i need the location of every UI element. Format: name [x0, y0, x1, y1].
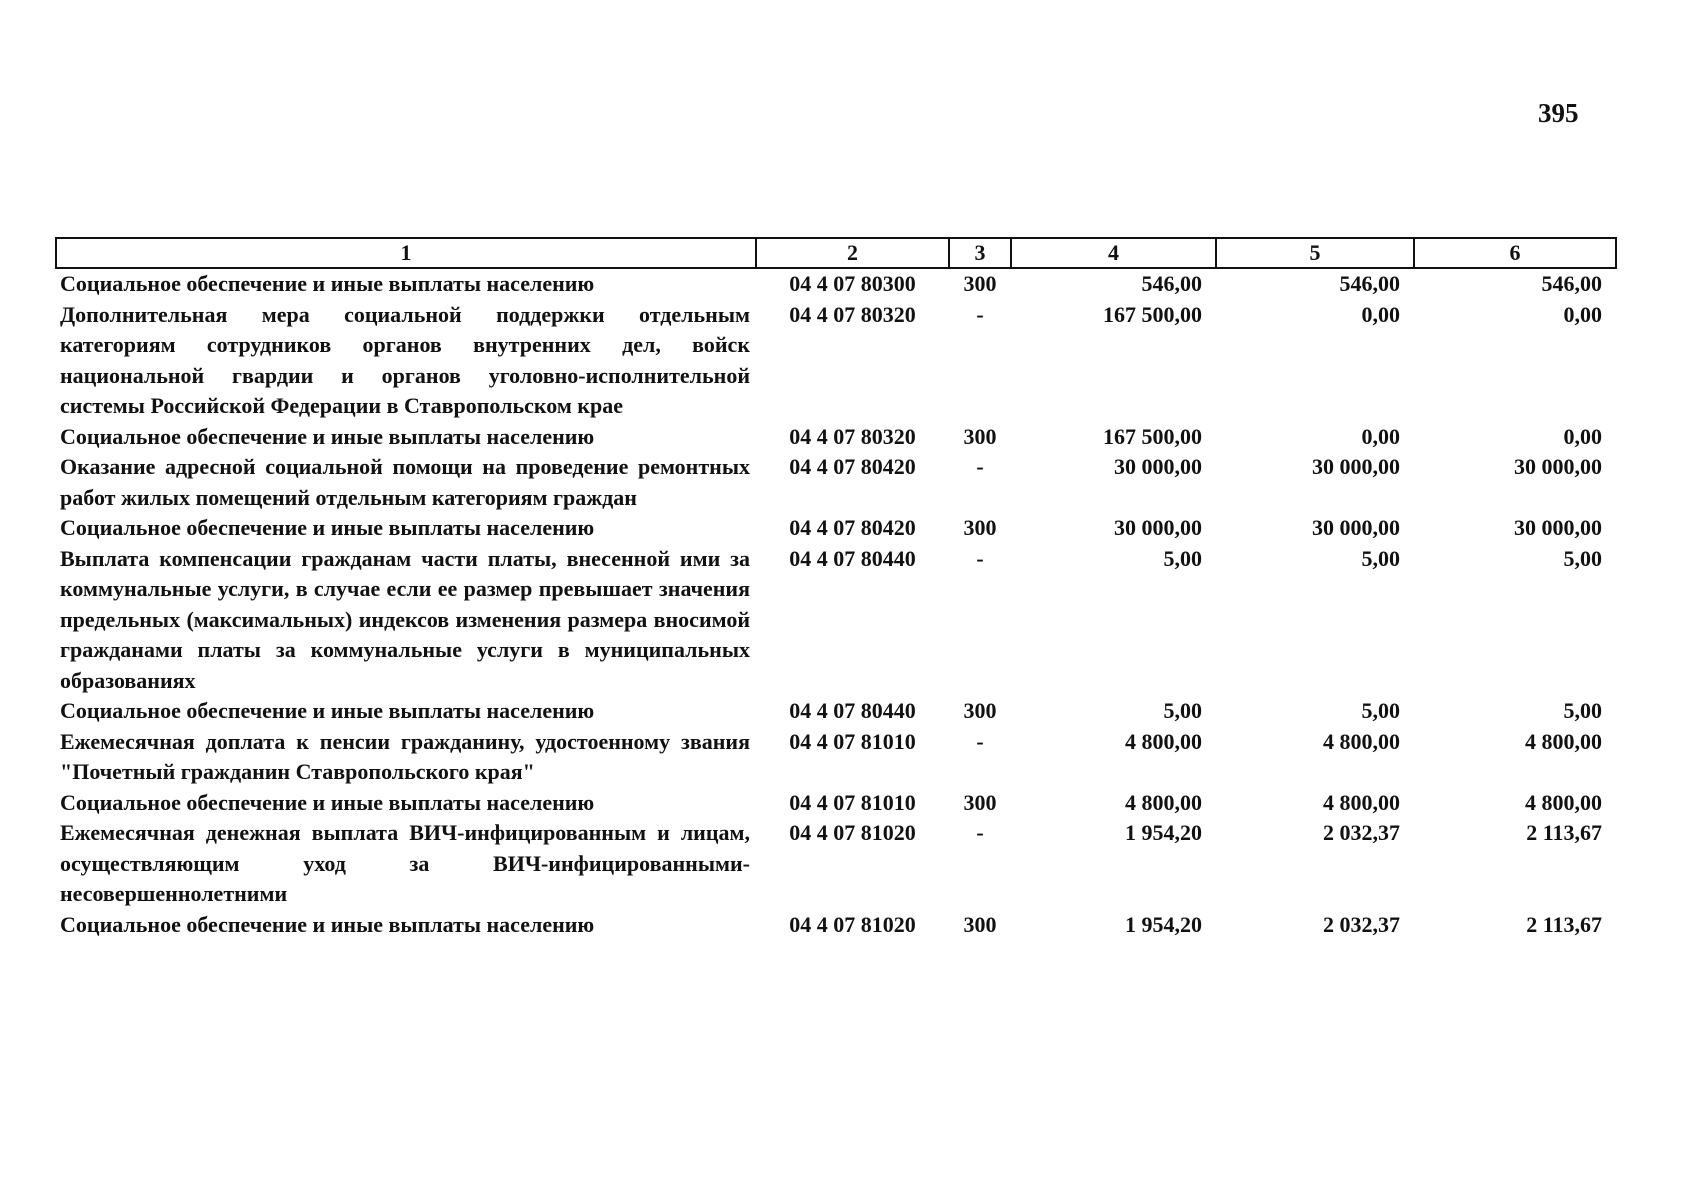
column-header-4: 4 — [1011, 238, 1216, 268]
row-name: Социальное обеспечение и иные выплаты населению — [60, 423, 595, 449]
row-kind: - — [976, 820, 984, 845]
row-kind: - — [976, 301, 984, 327]
row-value-4: 4 800,00 — [1125, 728, 1202, 754]
column-header-2: 2 — [756, 238, 949, 268]
row-value-4: 5,00 — [1163, 545, 1202, 571]
row-name: Социальное обеспечение и иные выплаты населению — [60, 911, 595, 937]
row-value-4: 30 000,00 — [1114, 454, 1202, 479]
row-value-6: 30 000,00 — [1514, 515, 1602, 540]
row-code: 04 4 07 80320 — [789, 423, 916, 449]
row-kind: 300 — [963, 789, 997, 815]
table-row — [56, 268, 1616, 300]
row-value-5: 2 032,37 — [1323, 820, 1400, 845]
row-kind: 300 — [963, 698, 997, 723]
table-row — [56, 544, 1616, 697]
row-value-6: 2 113,67 — [1526, 820, 1602, 845]
row-value-5: 30 000,00 — [1312, 454, 1400, 479]
row-kind: 300 — [963, 911, 997, 937]
row-name: Дополнительная мера социальной поддержки отдельным категориям сотрудников органов внутренних дел, войск национальной гвардии и органов уголовно-исполнительной системы Российской Федерации в Ставропольском крае — [60, 301, 750, 418]
row-code: 04 4 07 80300 — [789, 271, 916, 296]
column-header-1: 1 — [56, 238, 756, 268]
row-name: Оказание адресной социальной помощи на проведение ремонтных работ жилых помещений отдельным категориям граждан — [60, 454, 750, 510]
row-code: 04 4 07 80440 — [789, 698, 916, 723]
page-number: 395 — [1538, 98, 1579, 128]
row-value-5: 5,00 — [1361, 698, 1400, 723]
row-value-5: 4 800,00 — [1323, 789, 1400, 815]
row-code: 04 4 07 81010 — [789, 728, 916, 754]
row-name: Ежемесячная денежная выплата ВИЧ-инфицированным и лицам, осуществляющим уход за ВИЧ-инфицированными-несовершеннолетними — [60, 820, 750, 906]
row-kind: - — [976, 454, 984, 479]
row-code: 04 4 07 81020 — [789, 820, 916, 845]
row-kind: - — [976, 545, 984, 571]
row-value-6: 0,00 — [1563, 423, 1602, 449]
row-value-5: 546,00 — [1339, 271, 1400, 296]
row-kind: - — [976, 728, 984, 754]
table-row — [56, 788, 1616, 819]
row-value-6: 4 800,00 — [1525, 728, 1602, 754]
row-value-5: 5,00 — [1361, 545, 1400, 571]
row-code: 04 4 07 80320 — [789, 301, 916, 327]
row-code: 04 4 07 80420 — [789, 515, 916, 540]
row-code: 04 4 07 80420 — [789, 454, 916, 479]
row-value-6: 4 800,00 — [1525, 789, 1602, 815]
table-row — [56, 696, 1616, 727]
table-row — [56, 513, 1616, 544]
row-kind: 300 — [963, 271, 997, 296]
row-value-5: 4 800,00 — [1323, 728, 1400, 754]
row-name: Социальное обеспечение и иные выплаты населению — [60, 698, 595, 723]
row-name: Социальное обеспечение и иные выплаты населению — [60, 789, 595, 815]
row-kind: 300 — [963, 515, 997, 540]
table-row — [56, 910, 1616, 941]
table-row — [56, 422, 1616, 453]
table-header-row — [56, 238, 1616, 268]
row-value-5: 2 032,37 — [1323, 911, 1400, 937]
row-value-5: 0,00 — [1361, 301, 1400, 327]
row-value-4: 167 500,00 — [1103, 423, 1202, 449]
column-header-6: 6 — [1414, 238, 1616, 268]
row-code: 04 4 07 81020 — [789, 911, 916, 937]
row-value-4: 1 954,20 — [1125, 911, 1202, 937]
row-value-6: 546,00 — [1541, 271, 1602, 296]
row-value-4: 546,00 — [1141, 271, 1202, 296]
table-row — [56, 818, 1616, 910]
column-header-3: 3 — [949, 238, 1011, 268]
table-row — [56, 452, 1616, 513]
table-row — [56, 300, 1616, 422]
row-value-4: 4 800,00 — [1125, 789, 1202, 815]
budget-table — [55, 237, 1617, 940]
row-value-4: 5,00 — [1163, 698, 1202, 723]
row-value-4: 1 954,20 — [1125, 820, 1202, 845]
row-value-6: 5,00 — [1563, 545, 1602, 571]
row-value-5: 30 000,00 — [1312, 515, 1400, 540]
row-value-4: 30 000,00 — [1114, 515, 1202, 540]
row-name: Социальное обеспечение и иные выплаты населению — [60, 515, 595, 540]
column-header-5: 5 — [1216, 238, 1414, 268]
row-value-4: 167 500,00 — [1103, 301, 1202, 327]
row-value-5: 0,00 — [1361, 423, 1400, 449]
row-value-6: 2 113,67 — [1526, 911, 1602, 937]
row-code: 04 4 07 80440 — [789, 545, 916, 571]
row-value-6: 0,00 — [1563, 301, 1602, 327]
row-name: Ежемесячная доплата к пенсии гражданину, удостоенному звания "Почетный гражданин Ставропольского края" — [60, 728, 750, 784]
table-row — [56, 727, 1616, 788]
row-value-6: 30 000,00 — [1514, 454, 1602, 479]
row-name: Выплата компенсации гражданам части платы, внесенной ими за коммунальные услуги, в случае если ее размер превышает значения предельных (максимальных) индексов изменения размера вносимой гражданами платы за коммунальные услуги в муниципальных образованиях — [60, 545, 750, 693]
row-value-6: 5,00 — [1563, 698, 1602, 723]
row-kind: 300 — [963, 423, 997, 449]
row-name: Социальное обеспечение и иные выплаты населению — [60, 271, 595, 296]
row-code: 04 4 07 81010 — [789, 789, 916, 815]
